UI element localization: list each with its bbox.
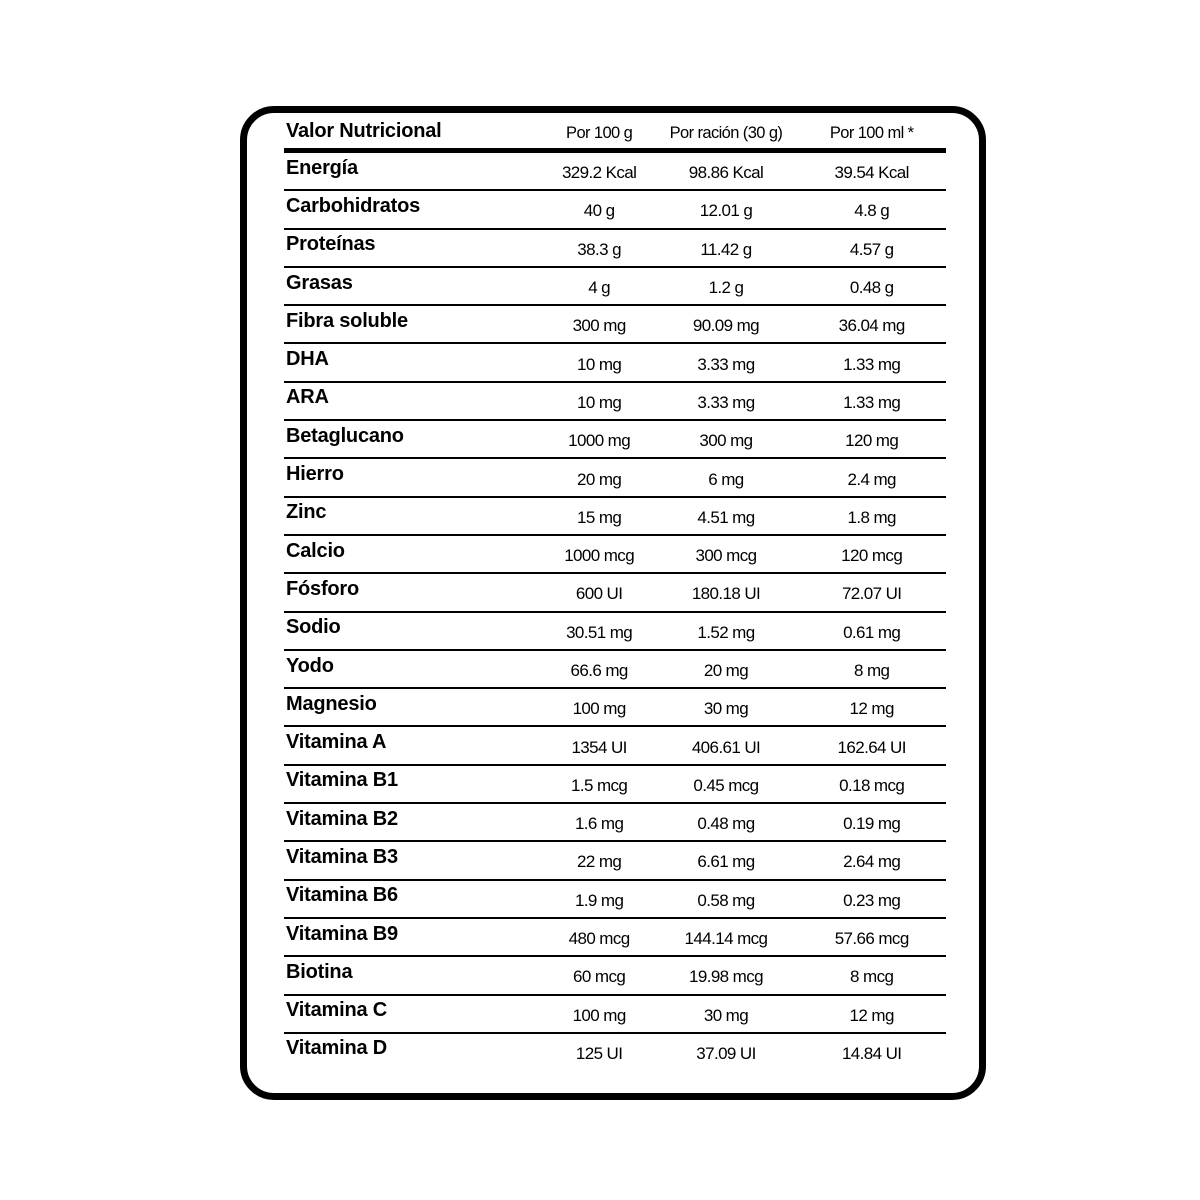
table-row (284, 881, 946, 919)
value-per-100ml: 0.18 mcg (839, 775, 905, 795)
nutrient-name: Vitamina B1 (286, 769, 398, 792)
table-row (284, 153, 946, 191)
nutrient-name: Vitamina D (286, 1037, 387, 1060)
value-per-100g: 1000 mg (568, 431, 631, 451)
table-row (284, 689, 946, 727)
value-per-100g: 125 UI (575, 1043, 623, 1063)
value-per-100ml: 0.48 g (849, 278, 894, 298)
value-per-serving: 1.52 mg (697, 622, 755, 642)
value-per-100g: 4 g (588, 278, 611, 298)
value-per-serving: 300 mcg (695, 546, 757, 566)
nutrient-name: Energía (286, 156, 358, 179)
value-per-100g: 40 g (583, 201, 615, 221)
value-per-serving: 0.48 mg (697, 814, 755, 834)
value-per-serving: 4.51 mg (697, 507, 755, 527)
value-per-serving: 180.18 UI (691, 584, 761, 604)
value-per-100ml: 57.66 mcg (834, 929, 909, 949)
table-row (284, 919, 946, 957)
nutrient-name: Zinc (286, 501, 327, 524)
value-per-serving: 20 mg (703, 661, 749, 680)
value-per-100g: 15 mg (577, 507, 622, 527)
nutrient-name: Carbohidratos (286, 194, 421, 217)
value-per-100g: 1.5 mcg (570, 775, 628, 795)
value-per-serving: 0.58 mg (697, 890, 755, 910)
value-per-100ml: 1.8 mg (847, 507, 896, 527)
table-row (284, 383, 946, 421)
table-row (284, 957, 946, 995)
nutrient-name: Grasas (286, 271, 353, 294)
value-per-100ml: 14.84 UI (841, 1043, 902, 1063)
value-per-100g: 66.6 mg (570, 661, 628, 680)
value-per-100ml: 8 mcg (850, 967, 894, 987)
nutrition-table (284, 114, 946, 1070)
table-row (284, 268, 946, 306)
value-per-serving: 3.33 mg (697, 354, 755, 374)
value-per-100g: 1.6 mg (574, 814, 624, 834)
value-per-100g: 100 mg (572, 1005, 626, 1025)
value-per-100ml: 12 mg (849, 1005, 894, 1025)
nutrient-name: Vitamina B9 (286, 922, 398, 945)
table-row (284, 842, 946, 880)
value-per-100ml: 12 mg (849, 699, 894, 719)
value-per-serving: 37.09 UI (696, 1043, 756, 1063)
table-row (284, 536, 946, 574)
value-per-serving: 3.33 mg (697, 392, 755, 412)
nutrient-name: Yodo (286, 654, 334, 677)
value-per-100ml: 120 mg (845, 431, 899, 451)
nutrient-name: Fibra soluble (286, 309, 408, 332)
value-per-100g: 10 mg (577, 392, 622, 412)
table-row (284, 306, 946, 344)
header-per-100ml: Por 100 ml * (829, 123, 914, 142)
table-row (284, 230, 946, 268)
value-per-serving: 98.86 Kcal (688, 163, 764, 183)
value-per-serving: 19.98 mcg (688, 967, 763, 987)
value-per-100ml: 2.64 mg (843, 852, 901, 872)
value-per-serving: 0.45 mcg (693, 775, 759, 795)
value-per-100ml: 8 mg (853, 661, 890, 680)
value-per-serving: 300 mg (699, 431, 753, 451)
value-per-100g: 300 mg (572, 316, 626, 336)
nutrient-name: Vitamina B2 (286, 807, 398, 830)
value-per-100ml: 162.64 UI (837, 737, 906, 757)
nutrient-name: Biotina (286, 960, 353, 983)
value-per-100g: 20 mg (577, 469, 622, 489)
nutrient-name: Betaglucano (286, 424, 404, 447)
value-per-100g: 30.51 mg (566, 622, 633, 642)
nutrient-name: Vitamina A (286, 731, 387, 754)
nutrient-name: Vitamina B6 (286, 884, 398, 907)
table-row (284, 727, 946, 765)
value-per-100g: 600 UI (575, 584, 623, 604)
value-per-100g: 10 mg (577, 354, 622, 374)
value-per-100g: 1000 mcg (564, 546, 635, 566)
nutrient-name: Magnesio (286, 692, 377, 715)
value-per-100g: 38.3 g (577, 239, 621, 259)
value-per-serving: 30 mg (703, 699, 749, 719)
nutrient-name: Fósforo (286, 577, 360, 600)
header-per-100g: Por 100 g (566, 123, 633, 142)
nutrient-name: Vitamina B3 (286, 845, 398, 868)
value-per-serving: 30 mg (703, 1005, 749, 1025)
value-per-100ml: 1.33 mg (843, 354, 901, 374)
table-row (284, 613, 946, 651)
table-row (284, 1034, 946, 1070)
value-per-100ml: 72.07 UI (841, 584, 902, 604)
nutrient-name: Calcio (286, 539, 345, 562)
table-header (284, 114, 946, 153)
value-per-100g: 329.2 Kcal (561, 163, 637, 183)
nutrient-name: ARA (286, 386, 329, 409)
value-per-100ml: 0.19 mg (843, 814, 901, 834)
nutrient-name: Vitamina C (286, 999, 387, 1022)
value-per-100g: 100 mg (572, 699, 626, 719)
value-per-serving: 12.01 g (699, 201, 753, 221)
value-per-100g: 480 mcg (568, 929, 630, 949)
nutrient-name: DHA (286, 348, 329, 371)
value-per-100g: 22 mg (577, 852, 622, 872)
value-per-serving: 1.2 g (708, 278, 744, 298)
nutrient-name: Sodio (286, 616, 341, 639)
value-per-serving: 144.14 mcg (684, 929, 768, 949)
value-per-serving: 406.61 UI (691, 737, 761, 757)
value-per-100g: 60 mcg (573, 967, 626, 987)
nutrient-name: Proteínas (286, 233, 376, 256)
value-per-serving: 90.09 mg (692, 316, 760, 336)
value-per-100ml: 0.23 mg (843, 890, 901, 910)
header-title: Valor Nutricional (286, 119, 442, 142)
header-per-serving: Por ración (30 g) (669, 123, 783, 142)
table-body (284, 153, 946, 1070)
table-row (284, 766, 946, 804)
value-per-serving: 11.42 g (700, 239, 752, 259)
value-per-100g: 1354 UI (571, 737, 627, 757)
nutrient-name: Hierro (286, 463, 344, 486)
value-per-100ml: 4.57 g (849, 239, 894, 259)
table-row (284, 344, 946, 382)
value-per-100ml: 39.54 Kcal (834, 163, 909, 183)
table-row (284, 498, 946, 536)
value-per-100ml: 120 mcg (841, 546, 903, 566)
value-per-serving: 6 mg (708, 469, 744, 489)
table-row (284, 191, 946, 229)
table-row (284, 459, 946, 497)
table-row (284, 421, 946, 459)
table-row (284, 804, 946, 842)
value-per-100ml: 0.61 mg (843, 622, 901, 642)
table-row (284, 996, 946, 1034)
table-row (284, 651, 946, 689)
value-per-100ml: 36.04 mg (838, 316, 905, 336)
value-per-100ml: 1.33 mg (843, 392, 901, 412)
table-row (284, 574, 946, 612)
value-per-serving: 6.61 mg (697, 852, 755, 872)
value-per-100ml: 2.4 mg (847, 469, 896, 489)
value-per-100g: 1.9 mg (574, 890, 624, 910)
value-per-100ml: 4.8 g (854, 201, 890, 221)
